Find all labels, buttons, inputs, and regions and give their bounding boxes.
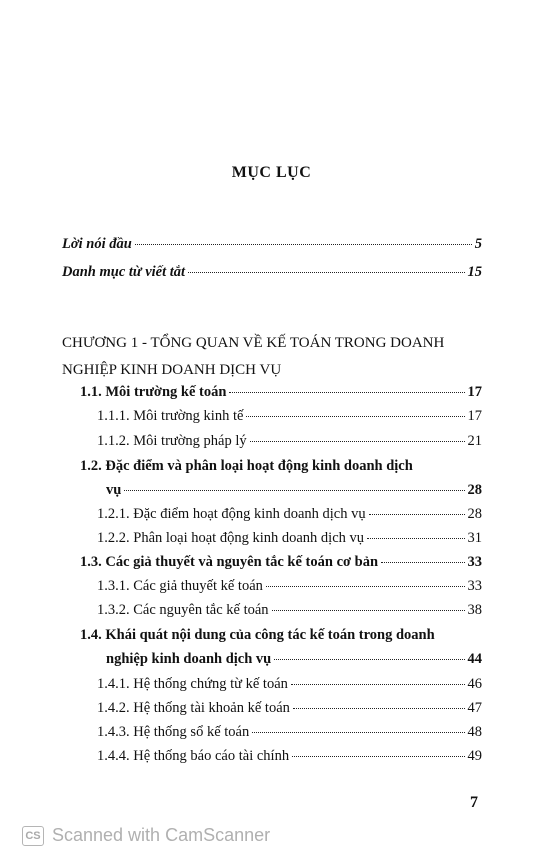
toc-entry-label: 1.1. Môi trường kế toán (80, 384, 227, 400)
toc-entry-label: 1.2.2. Phân loại hoạt động kinh doanh dịch vụ (97, 530, 365, 546)
toc-entry-label: 1.4.3. Hệ thống sổ kế toán (97, 724, 250, 740)
toc-entry-label: nghiệp kinh doanh dịch vụ (106, 651, 272, 667)
dot-leader (135, 244, 472, 245)
toc-section-1-1[interactable] (80, 384, 482, 401)
dot-leader (369, 514, 465, 515)
toc-entry-page: 5 (474, 236, 482, 252)
dot-leader (124, 490, 464, 491)
toc-entry-page: 38 (467, 602, 482, 618)
dot-leader (293, 708, 465, 709)
toc-entry-page: 17 (467, 384, 482, 400)
toc-entry-page: 28 (467, 482, 482, 498)
dot-leader (250, 441, 465, 442)
dot-leader (272, 610, 465, 611)
toc-entry-label: Lời nói đầu (62, 236, 132, 252)
toc-entry-label: 1.3. Các giả thuyết và nguyên tắc kế toán cơ bản (80, 554, 379, 570)
toc-entry-abbreviations[interactable] (62, 264, 482, 281)
toc-subsection-1-2-2[interactable] (97, 530, 482, 547)
dot-leader (367, 538, 464, 539)
dot-leader (291, 684, 465, 685)
toc-entry-page: 47 (467, 700, 482, 716)
toc-entry-label: 1.4.4. Hệ thống báo cáo tài chính (97, 748, 290, 764)
toc-entry-page: 33 (467, 554, 482, 570)
toc-entry-preface[interactable] (62, 236, 482, 253)
dot-leader (252, 732, 464, 733)
dot-leader (246, 416, 464, 417)
toc-section-1-3[interactable] (80, 554, 482, 571)
toc-section-1-4-line1[interactable]: 1.4. Khái quát nội dung của công tác kế toán trong doanh (80, 627, 435, 643)
dot-leader (266, 586, 465, 587)
toc-subsection-1-1-1[interactable] (97, 408, 482, 425)
toc-subsection-1-3-1[interactable] (97, 578, 482, 595)
toc-entry-label: 1.1.2. Môi trường pháp lý (97, 433, 247, 449)
toc-entry-page: 15 (467, 264, 482, 280)
toc-entry-page: 28 (467, 506, 482, 522)
dot-leader (274, 659, 464, 660)
chapter-heading[interactable] (62, 330, 482, 384)
scanner-watermark-text: Scanned with CamScanner (52, 825, 271, 845)
toc-entry-page: 46 (467, 676, 482, 692)
toc-entry-label: 1.3.1. Các giả thuyết kế toán (97, 578, 263, 594)
dot-leader (381, 562, 464, 563)
toc-entry-label: 1.1.1. Môi trường kinh tế (97, 408, 244, 424)
toc-section-1-2[interactable] (106, 482, 482, 499)
toc-entry-label: 1.4.1. Hệ thống chứng từ kế toán (97, 676, 288, 692)
toc-entry-label: 1.4.2. Hệ thống tài khoản kế toán (97, 700, 290, 716)
toc-entry-page: 21 (467, 433, 482, 449)
chapter-heading-line1: CHƯƠNG 1 - TỔNG QUAN VỀ KẾ TOÁN TRONG DOANH (62, 335, 445, 351)
dot-leader (188, 272, 464, 273)
toc-entry-page: 17 (467, 408, 482, 424)
toc-entry-page: 33 (467, 578, 482, 594)
toc-subsection-1-3-2[interactable] (97, 602, 482, 619)
toc-entry-page: 44 (467, 651, 482, 667)
toc-subsection-1-4-2[interactable] (97, 700, 482, 717)
toc-subsection-1-4-3[interactable] (97, 724, 482, 741)
dot-leader (292, 756, 464, 757)
toc-entry-page: 31 (467, 530, 482, 546)
toc-entry-label: 1.3.2. Các nguyên tắc kế toán (97, 602, 269, 618)
dot-leader (229, 392, 464, 393)
toc-entry-page: 48 (467, 724, 482, 740)
toc-entry-label: 1.2.1. Đặc điểm hoạt động kinh doanh dịch vụ (97, 506, 366, 522)
toc-subsection-1-4-1[interactable] (97, 676, 482, 693)
toc-subsection-1-1-2[interactable] (97, 433, 482, 450)
page-number: 7 (470, 794, 478, 811)
chapter-heading-line2: NGHIỆP KINH DOANH DỊCH VỤ (62, 362, 282, 378)
camscanner-logo-icon: CS (22, 826, 44, 846)
toc-section-1-2-line1[interactable]: 1.2. Đặc điểm và phân loại hoạt động kinh doanh dịch (80, 458, 413, 474)
toc-entry-label: vụ (106, 482, 122, 498)
page-title: MỤC LỤC (231, 164, 312, 181)
toc-subsection-1-2-1[interactable] (97, 506, 482, 523)
toc-section-1-4[interactable] (106, 651, 482, 668)
toc-entry-label: Danh mục từ viết tắt (62, 264, 186, 280)
toc-entry-page: 49 (467, 748, 482, 764)
toc-subsection-1-4-4[interactable] (97, 748, 482, 765)
